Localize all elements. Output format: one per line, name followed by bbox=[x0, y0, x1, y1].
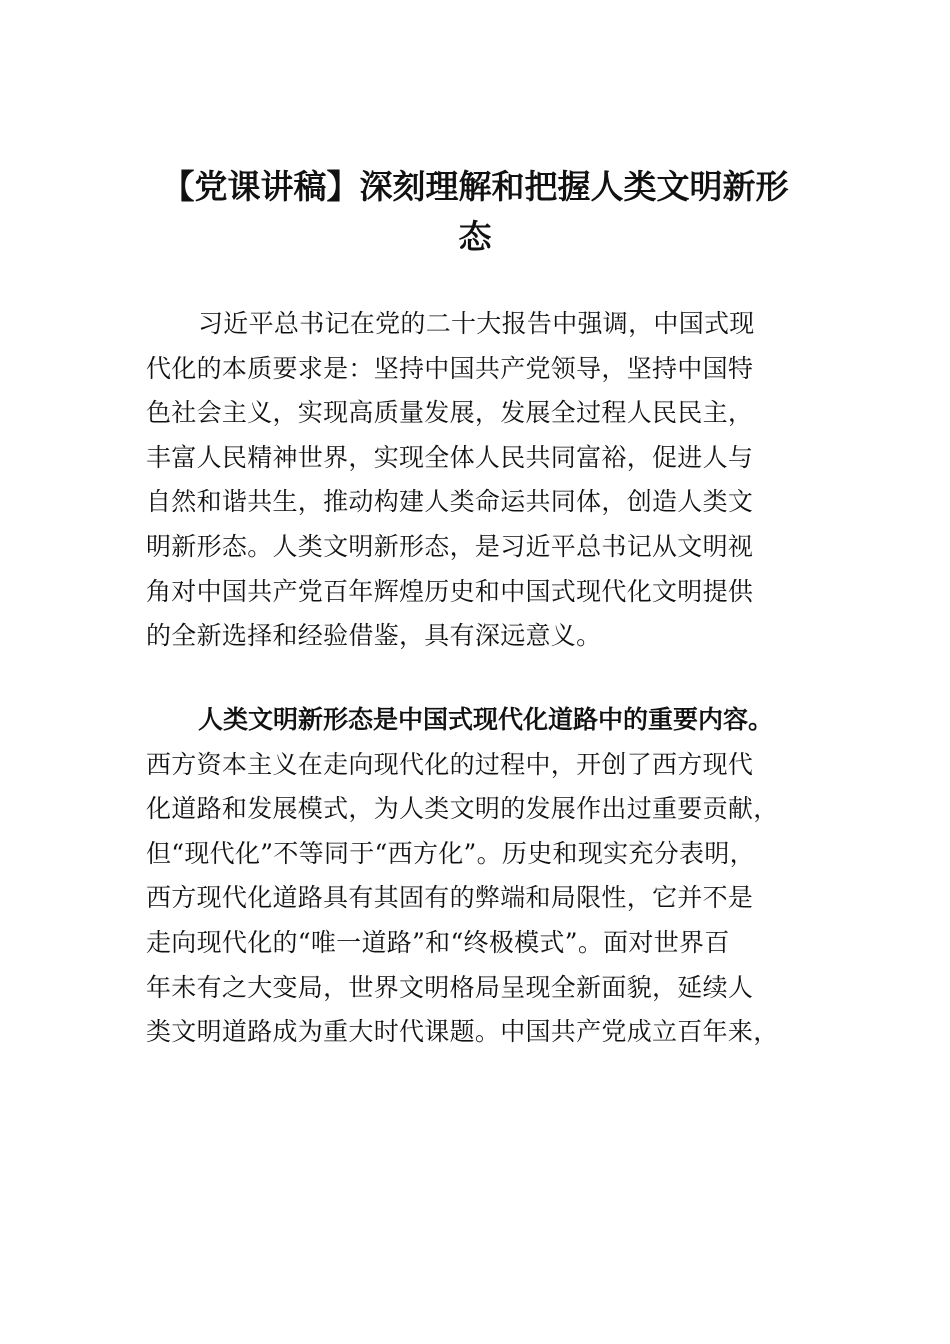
paragraph-line: 年未有之大变局，世界文明格局呈现全新面貌，延续人 bbox=[146, 972, 754, 1002]
paragraph-line: 角对中国共产党百年辉煌历史和中国式现代化文明提供 bbox=[146, 576, 754, 606]
paragraph-line: 色社会主义，实现高质量发展，发展全过程人民民主， bbox=[146, 398, 754, 428]
paragraph-line: 丰富人民精神世界，实现全体人民共同富裕，促进人与 bbox=[146, 442, 754, 472]
section-heading-line: 人类文明新形态是中国式现代化道路中的重要内容。 bbox=[198, 705, 774, 734]
paragraph-line: 西方现代化道路具有其固有的弊端和局限性，它并不是 bbox=[146, 883, 754, 913]
paragraph-section-one bbox=[146, 698, 826, 1055]
paragraph-line: 类文明道路成为重大时代课题。中国共产党成立百年来， bbox=[146, 1017, 779, 1047]
paragraph-line: 走向现代化的“唯一道路”和“终极模式”。面对世界百 bbox=[146, 927, 730, 957]
paragraph-line: 但“现代化”不等同于“西方化”。历史和现实充分表明， bbox=[146, 838, 755, 868]
paragraph-line: 自然和谐共生，推动构建人类命运共同体，创造人类文 bbox=[146, 487, 754, 517]
title-line: 【党课讲稿】深刻理解和把握人类文明新形 bbox=[161, 167, 789, 206]
paragraph-line: 习近平总书记在党的二十大报告中强调，中国式现 bbox=[198, 309, 755, 338]
document-title bbox=[120, 162, 830, 262]
paragraph-line: 代化的本质要求是：坚持中国共产党领导，坚持中国特 bbox=[146, 353, 754, 383]
paragraph-intro bbox=[146, 302, 826, 659]
paragraph-line: 化道路和发展模式，为人类文明的发展作出过重要贡献， bbox=[146, 794, 779, 824]
paragraph-line: 西方资本主义在走向现代化的过程中，开创了西方现代 bbox=[146, 749, 754, 779]
paragraph-line: 明新形态。人类文明新形态，是习近平总书记从文明视 bbox=[146, 531, 754, 561]
title-line: 态 bbox=[458, 217, 492, 256]
paragraph-line: 的全新选择和经验借鉴，具有深远意义。 bbox=[146, 621, 602, 651]
